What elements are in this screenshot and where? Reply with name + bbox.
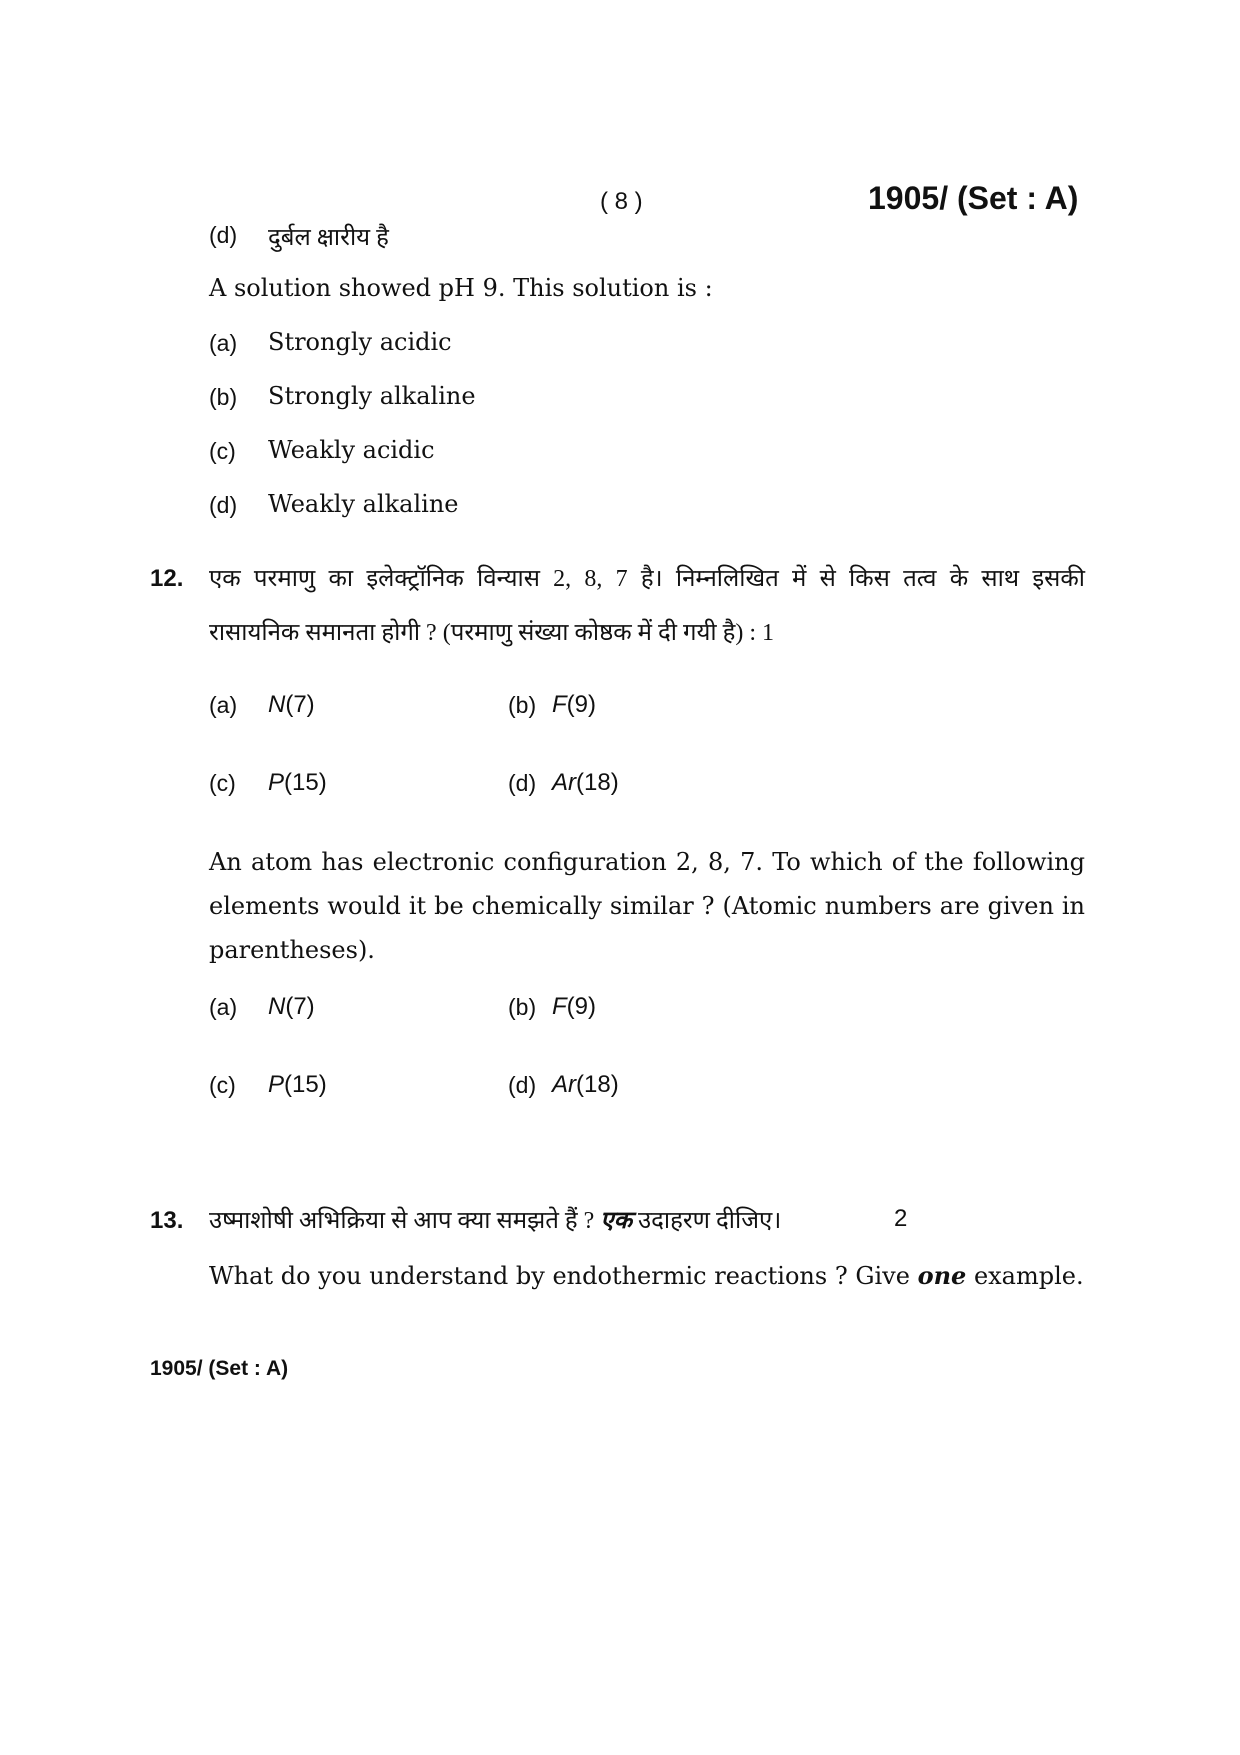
atomic-number: (7) — [285, 691, 315, 718]
option-label: (d) — [209, 222, 238, 248]
english-question-text: example. — [973, 1262, 1084, 1290]
option-label: (c) — [209, 1072, 236, 1098]
option-label: (b) — [209, 384, 238, 410]
element-symbol: P — [268, 769, 285, 796]
option-text — [268, 993, 315, 1021]
option-label: (d) — [508, 1072, 537, 1098]
option-label: (b) — [508, 692, 537, 718]
option-label: (a) — [209, 692, 238, 718]
hindi-question-line: रासायनिक समानता होगी ? (परमाणु संख्या कोष्ठक में दी गयी है) : 1 — [209, 620, 775, 646]
english-question-line — [209, 1261, 1084, 1290]
option-text: Weakly acidic — [268, 436, 435, 464]
emphasis-text: एक — [600, 1208, 633, 1234]
paper-code-header: 1905/ (Set : A) — [868, 180, 1079, 216]
emphasis-text: one — [917, 1261, 967, 1290]
option-text — [268, 691, 315, 719]
english-question-text: What do you understand by endothermic reactions ? Give — [209, 1262, 910, 1290]
option-text: Strongly alkaline — [268, 382, 476, 410]
element-symbol: P — [268, 1071, 285, 1098]
marks: 2 — [894, 1205, 908, 1232]
atomic-number: (9) — [566, 993, 597, 1020]
paper-code-footer: 1905/ (Set : A) — [150, 1357, 289, 1380]
element-symbol: Ar — [552, 769, 576, 796]
atomic-number: (18) — [576, 1071, 619, 1098]
atomic-number: (7) — [285, 993, 315, 1020]
option-text — [268, 769, 327, 797]
question-number: 13. — [150, 1207, 184, 1234]
option-label: (c) — [209, 438, 236, 464]
atomic-number: (15) — [284, 1071, 327, 1098]
option-label: (d) — [508, 770, 537, 796]
english-question-line: parentheses). — [209, 936, 375, 964]
option-label: (d) — [209, 492, 238, 518]
english-question-line: elements would it be chemically similar ? (Atomic numbers are given in — [209, 892, 1085, 920]
hindi-question-text: उष्माशोषी अभिक्रिया से आप क्या समझते हैं ? — [209, 1208, 595, 1234]
option-label: (a) — [209, 330, 238, 356]
element-symbol: N — [268, 993, 286, 1020]
atomic-number: (9) — [566, 691, 597, 718]
hindi-question-text: उदाहरण दीजिए। — [638, 1208, 782, 1234]
element-symbol: F — [552, 993, 567, 1020]
option-text — [552, 691, 596, 719]
hindi-question-line — [209, 1203, 781, 1236]
page-number: ( 8 ) — [600, 188, 643, 215]
option-text — [268, 1071, 327, 1099]
element-symbol: N — [268, 691, 286, 718]
english-question-line: An atom has electronic configuration 2, 8, 7. To which of the following — [209, 848, 1085, 876]
option-label: (b) — [508, 994, 537, 1020]
option-text: Strongly acidic — [268, 328, 452, 356]
atomic-number: (18) — [576, 769, 619, 796]
question-text: A solution showed pH 9. This solution is : — [209, 274, 713, 302]
option-label: (c) — [209, 770, 236, 796]
option-text — [552, 1071, 619, 1099]
atomic-number: (15) — [284, 769, 327, 796]
option-label: (a) — [209, 994, 238, 1020]
option-text — [552, 769, 619, 797]
element-symbol: Ar — [552, 1071, 576, 1098]
option-text: Weakly alkaline — [268, 490, 459, 518]
hindi-option-text: दुर्बल क्षारीय है — [268, 225, 389, 251]
element-symbol: F — [552, 691, 567, 718]
hindi-question-line: एक परमाणु का इलेक्ट्रॉनिक विन्यास 2, 8, 7 है। निम्नलिखित में से किस तत्व के साथ इसकी — [209, 566, 1085, 592]
question-number: 12. — [150, 565, 184, 592]
option-text — [552, 993, 596, 1021]
